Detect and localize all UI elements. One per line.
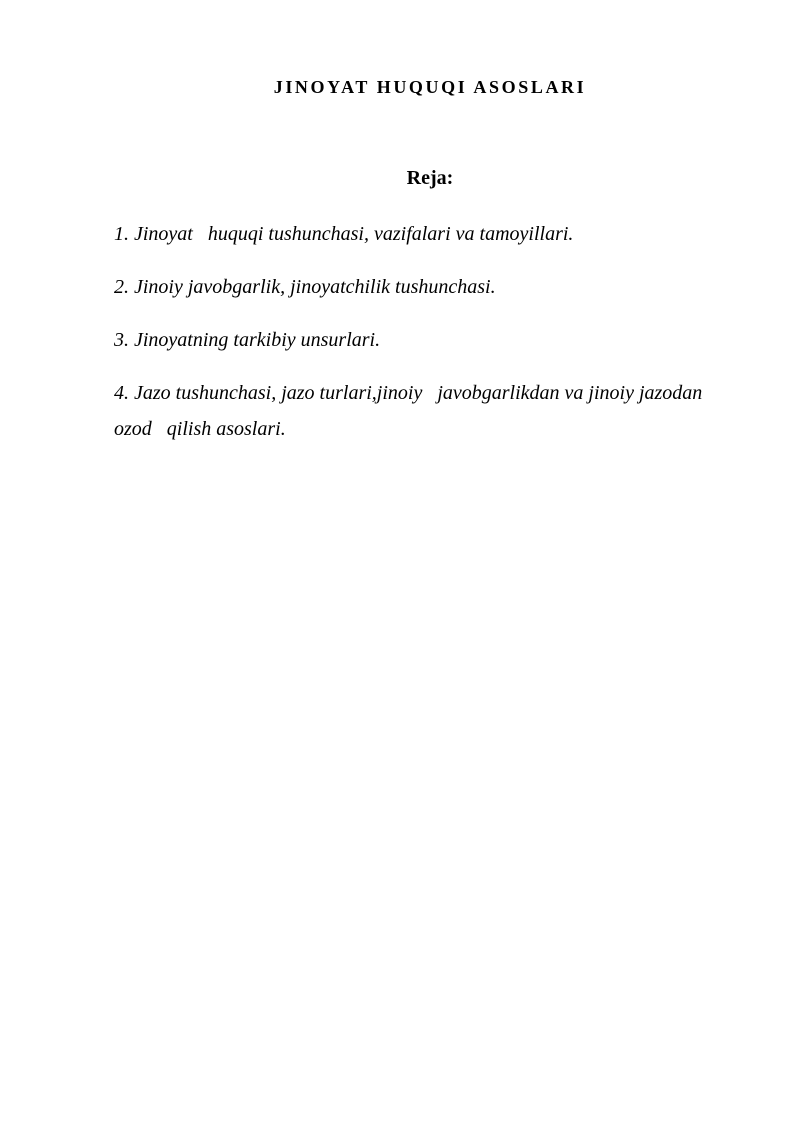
plan-heading: Reja: [406, 167, 454, 189]
plan-list [114, 216, 714, 464]
plan-item-3: 3. Jinoyatning tarkibiy unsurlari. [114, 329, 381, 351]
document-title: JINOYAT HUQUQI ASOSLARI [273, 77, 587, 97]
plan-item-2: 2. Jinoiy javobgarlik, jinoyatchilik tushunchasi. [114, 276, 496, 298]
plan-item-1: 1. Jinoyat huquqi tushunchasi, vazifalari va tamoyillari. [114, 223, 574, 245]
plan-item-4: 4. Jazo tushunchasi, jazo turlari,jinoiy javobgarlikdan va jinoiy jazodan ozod qilish asoslari. [114, 382, 708, 440]
